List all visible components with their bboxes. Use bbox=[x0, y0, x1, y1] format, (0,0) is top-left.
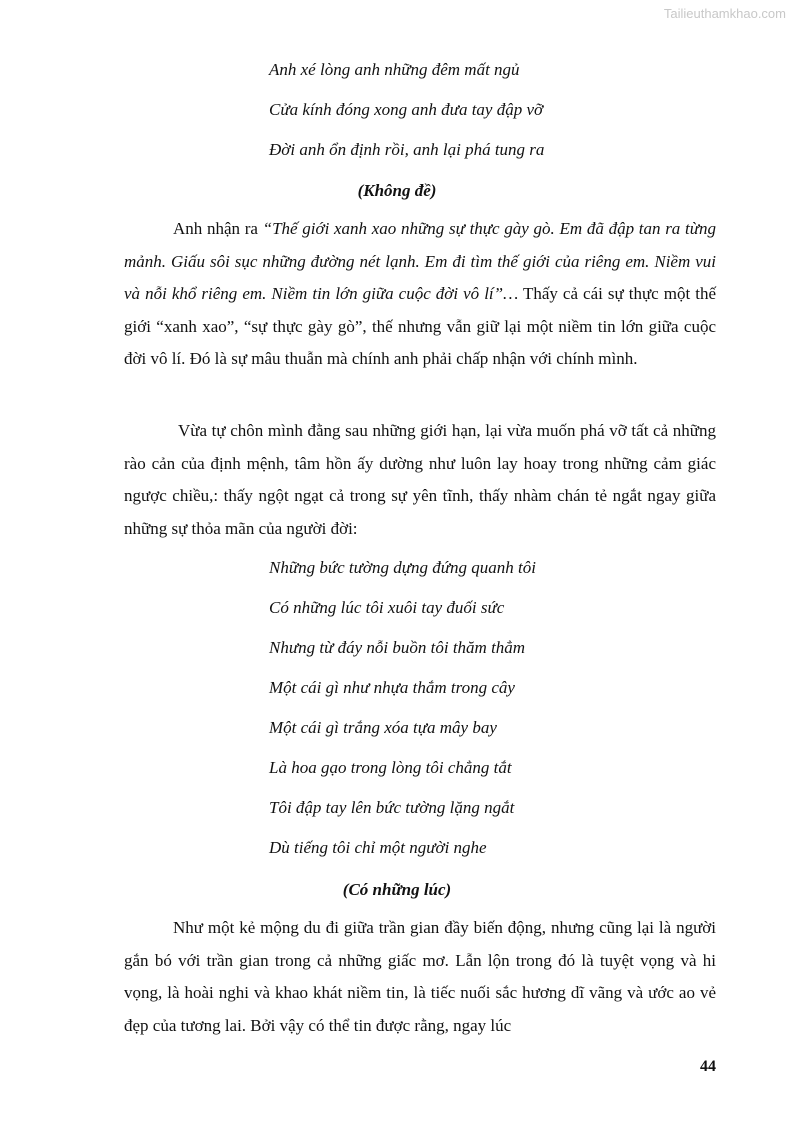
poem-title-khong-de: (Không đề) bbox=[357, 181, 437, 200]
poem-line: Có những lúc tôi xuôi tay đuối sức bbox=[269, 598, 505, 617]
poem-line: Dù tiếng tôi chỉ một người nghe bbox=[269, 838, 487, 857]
poem-stanza-1 bbox=[269, 60, 544, 180]
paragraph-1-quote: “Thế giới xanh xao những sự thực gày gò. Em đã đập tan ra từng mảnh. Giấu sôi sục những đường nét lạnh. Em đi tìm thế giới của riêng em. Niềm vui và nỗi khổ riêng em. Niềm tin lớn giữa cuộc đời vô lí”… bbox=[124, 219, 717, 303]
watermark: Tailieuthamkhao.com bbox=[663, 6, 786, 21]
poem-line: Nhưng từ đáy nỗi buồn tôi thăm thẳm bbox=[269, 638, 526, 657]
poem-line: Tôi đập tay lên bức tường lặng ngắt bbox=[269, 798, 515, 817]
paragraph-1 bbox=[124, 213, 716, 376]
poem-line: Những bức tường dựng đứng quanh tôi bbox=[269, 558, 536, 577]
poem-title-co-nhung-luc: (Có những lúc) bbox=[342, 880, 452, 899]
poem-stanza-2 bbox=[269, 558, 536, 878]
paragraph-1-rest: Thấy cả cái sự thực một thế giới “xanh xao”, “sự thực gày gò”, thế nhưng vẫn giữ lại một niềm tin lớn giữa cuộc đời vô lí. Đó là sự mâu thuẫn mà chính anh phải chấp nhận với chính mình. bbox=[124, 284, 716, 368]
paragraph-2: Vừa tự chôn mình đằng sau những giới hạn, lại vừa muốn phá vỡ tất cả những rào cản của định mệnh, tâm hồn ấy dường như luôn lay hoay trong những cảm giác ngược chiều,: thấy ngột ngạt cả trong sự yên tĩnh, thấy nhàm chán tẻ ngắt ngay giữa những sự thỏa mãn của người đời: bbox=[124, 421, 716, 538]
paragraph-3: Như một kẻ mộng du đi giữa trần gian đầy biến động, nhưng cũng lại là người gắn bó với trần gian trong cả những giấc mơ. Lẫn lộn trong đó là tuyệt vọng và hi vọng, là hoài nghi và khao khát niềm tin, là tiếc nuối sắc hương dĩ vãng và ước ao vẻ đẹp của tương lai. Bởi vậy có thể tin được rằng, ngay lúc bbox=[124, 918, 716, 1035]
poem-line: Là hoa gạo trong lòng tôi chẳng tắt bbox=[269, 758, 512, 777]
poem-line: Một cái gì trắng xóa tựa mây bay bbox=[269, 718, 497, 737]
poem-line: Anh xé lòng anh những đêm mất ngủ bbox=[269, 60, 520, 79]
poem-line: Đời anh ổn định rồi, anh lại phá tung ra bbox=[269, 140, 545, 159]
page-number: 44 bbox=[700, 1058, 716, 1075]
poem-line: Một cái gì như nhựa thắm trong cây bbox=[269, 678, 515, 697]
paragraph-1-lead: Anh nhận ra bbox=[173, 219, 263, 238]
poem-line: Cửa kính đóng xong anh đưa tay đập vỡ bbox=[269, 100, 544, 119]
